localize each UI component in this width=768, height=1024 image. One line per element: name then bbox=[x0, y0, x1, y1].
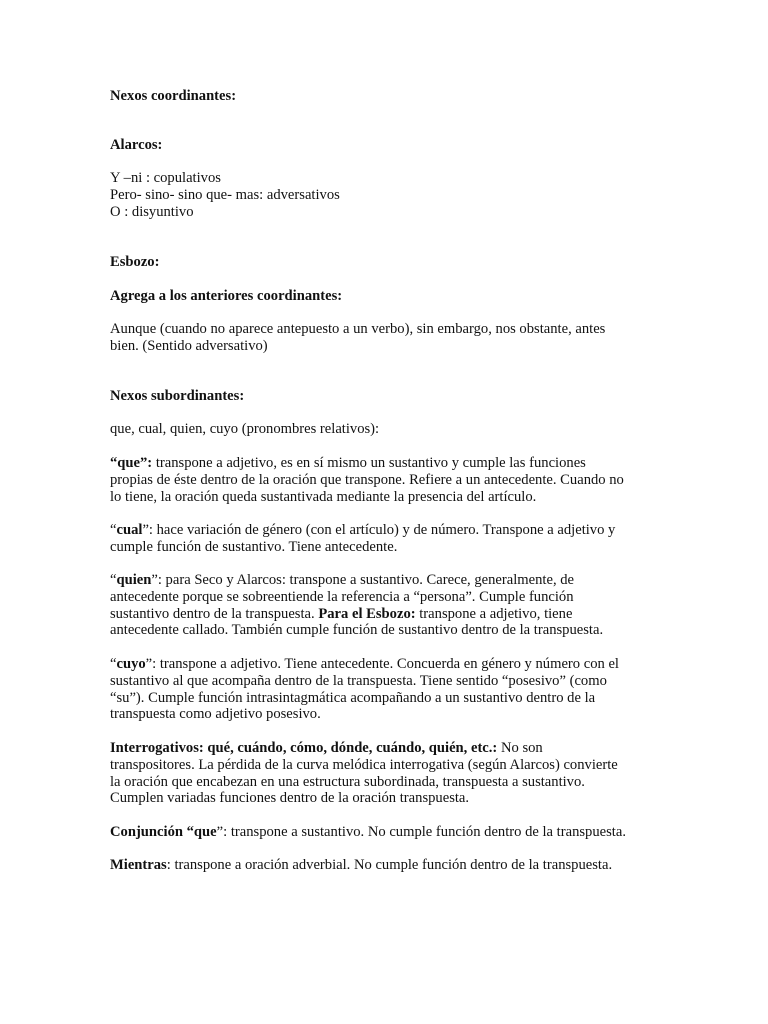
esbozo-line-2: bien. (Sentido adversativo) bbox=[110, 337, 268, 354]
alarcos-line-copulativos: Y –ni : copulativos bbox=[110, 170, 221, 186]
cuyo-term: cuyo bbox=[116, 656, 146, 672]
mientras-term: Mientras bbox=[110, 857, 167, 873]
mientras-paragraph bbox=[110, 857, 670, 874]
heading-esbozo: Esbozo: bbox=[110, 254, 160, 270]
conjuncion-text: ”: transpone a sustantivo. No cumple función dentro de la transpuesta. bbox=[216, 824, 626, 840]
que-paragraph bbox=[110, 455, 670, 505]
cuyo-paragraph bbox=[110, 656, 670, 723]
interrogativos-paragraph bbox=[110, 740, 670, 807]
que-line-2: propias de éste dentro de la oración que transpone. Refiere a un antecedente. Cuando no bbox=[110, 471, 624, 488]
quien-line-3-rest: transpone a adjetivo, tiene bbox=[415, 605, 573, 622]
cuyo-line-4: transpuesta como adjetivo posesivo. bbox=[110, 706, 321, 723]
cuyo-line-2: sustantivo al que acompaña dentro de la transpuesta. Tiene sentido “posesivo” (como bbox=[110, 672, 607, 689]
interrogativos-line-4: Cumplen variadas funciones dentro de la oración transpuesta. bbox=[110, 790, 470, 807]
conjuncion-line bbox=[110, 824, 670, 841]
quien-open-quote: “ bbox=[110, 572, 117, 588]
cual-line-2: cumple función de sustantivo. Tiene antecedente. bbox=[110, 538, 398, 555]
mientras-text: : transpone a oración adverbial. No cumple función dentro de la transpuesta. bbox=[166, 857, 613, 873]
interrogativos-line-1 bbox=[110, 740, 670, 757]
alarcos-list bbox=[110, 170, 670, 220]
mientras-line bbox=[110, 857, 670, 874]
quien-line-1 bbox=[110, 572, 670, 589]
conjuncion-term: Conjunción “que bbox=[110, 824, 217, 840]
conjuncion-paragraph bbox=[110, 824, 670, 841]
alarcos-line-disyuntivo: O : disyuntivo bbox=[110, 203, 194, 220]
quien-esbozo-term: Para el Esbozo: bbox=[318, 605, 416, 622]
esbozo-line-1: Aunque (cuando no aparece antepuesto a un verbo), sin embargo, nos obstante, antes bbox=[110, 321, 606, 337]
cual-paragraph bbox=[110, 522, 670, 556]
cual-open-quote: “ bbox=[110, 522, 117, 538]
document-page bbox=[110, 0, 670, 1024]
quien-line-2: antecedente porque se sobreentiende la referencia a “persona”. Cumple función bbox=[110, 588, 574, 605]
esbozo-paragraph bbox=[110, 321, 670, 355]
heading-alarcos: Alarcos: bbox=[110, 137, 163, 153]
que-term: “que”: bbox=[110, 455, 153, 471]
que-line-1-text: transpone a adjetivo, es en sí mismo un sustantivo y cumple las funciones bbox=[152, 455, 586, 471]
subordinantes-intro: que, cual, quien, cuyo (pronombres relativos): bbox=[110, 421, 380, 437]
interrogativos-line-1-text: No son bbox=[497, 740, 543, 756]
heading-nexos-subordinantes: Nexos subordinantes: bbox=[110, 388, 245, 404]
interrogativos-line-3: la oración que encabezan en una estructura subordinada, transpuesta a sustantivo. bbox=[110, 773, 585, 790]
quien-line-4: antecedente callado. También cumple función de sustantivo dentro de la transpuesta. bbox=[110, 622, 604, 639]
quien-term: quien bbox=[116, 572, 152, 588]
quien-paragraph bbox=[110, 572, 670, 639]
cuyo-line-1 bbox=[110, 656, 670, 673]
interrogativos-line-2: transpositores. La pérdida de la curva melódica interrogativa (según Alarcos) convierte bbox=[110, 756, 618, 773]
alarcos-line-adversativos: Pero- sino- sino que- mas: adversativos bbox=[110, 186, 340, 203]
esbozo-subtitle: Agrega a los anteriores coordinantes: bbox=[110, 288, 343, 304]
heading-nexos-coordinantes: Nexos coordinantes: bbox=[110, 88, 237, 104]
que-line-3: lo tiene, la oración queda sustantivada mediante la presencia del artículo. bbox=[110, 488, 537, 505]
cual-term: cual bbox=[116, 522, 143, 538]
quien-line-3 bbox=[110, 606, 670, 623]
cuyo-line-1-text: ”: transpone a adjetivo. Tiene antecedente. Concuerda en género y número con el bbox=[145, 656, 619, 672]
cual-line-1-text: ”: hace variación de género (con el artículo) y de número. Transpone a adjetivo y bbox=[142, 522, 616, 538]
que-line-1 bbox=[110, 455, 670, 472]
quien-line-1-text: ”: para Seco y Alarcos: transpone a sustantivo. Carece, generalmente, de bbox=[151, 572, 575, 588]
cuyo-open-quote: “ bbox=[110, 656, 117, 672]
cual-line-1 bbox=[110, 522, 670, 539]
interrogativos-term: Interrogativos: qué, cuándo, cómo, dónde, cuándo, quién, etc.: bbox=[110, 740, 498, 756]
cuyo-line-3: “su”). Cumple función intrasintagmática acompañando a un sustantivo dentro de la bbox=[110, 689, 596, 706]
quien-line-3-text: sustantivo dentro de la transpuesta. bbox=[110, 605, 319, 622]
